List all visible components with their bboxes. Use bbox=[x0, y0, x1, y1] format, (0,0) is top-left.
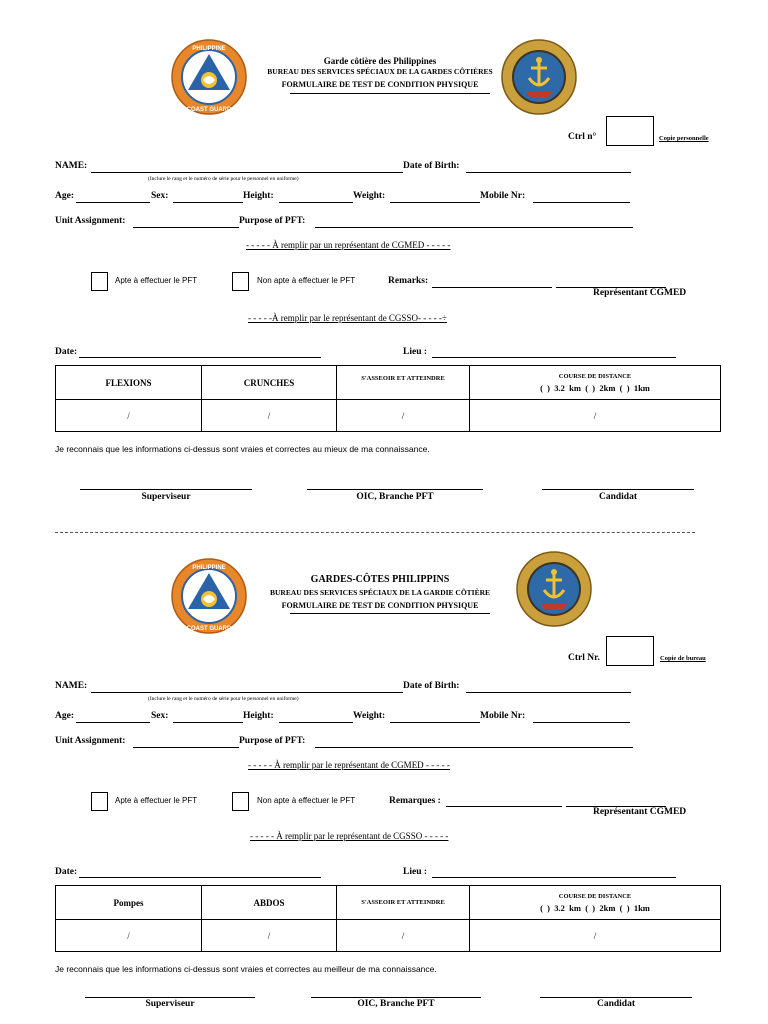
date-field[interactable] bbox=[79, 357, 321, 358]
pft-results-table bbox=[55, 365, 721, 432]
ctrl-label: Ctrl n° bbox=[568, 132, 597, 142]
purpose-label: Purpose of PFT: bbox=[239, 216, 306, 226]
supervisor-signature-line[interactable] bbox=[80, 489, 252, 490]
dob-field[interactable] bbox=[466, 692, 631, 693]
remarks-field[interactable] bbox=[446, 806, 562, 807]
distance-options[interactable]: ( ) 3.2 km ( ) 2km ( ) 1km bbox=[540, 902, 650, 913]
col-header-sit-reach: S'ASSEOIR ET ATTEINDRE bbox=[337, 366, 470, 400]
dob-label: Date of Birth: bbox=[403, 681, 460, 691]
cgmed-representative: Représentant CGMED bbox=[593, 807, 687, 817]
cgsso-note: - - - - - À remplir par le représentant de CGSSO - - - - - bbox=[250, 831, 449, 841]
dob-field[interactable] bbox=[466, 172, 631, 173]
fit-label: Apte à effectuer le PFT bbox=[115, 796, 198, 805]
col-header-abdos: ABDOS bbox=[202, 886, 337, 920]
col-header-crunches: CRUNCHES bbox=[202, 366, 337, 400]
dob-label: Date of Birth: bbox=[403, 161, 460, 171]
coast-guard-seal-icon bbox=[170, 557, 248, 635]
pft-results-table bbox=[55, 885, 721, 952]
age-label: Age: bbox=[55, 191, 74, 201]
col-header-distance bbox=[470, 366, 721, 400]
remarks-field[interactable] bbox=[432, 287, 552, 288]
title-underline bbox=[290, 93, 490, 94]
sex-label: Sex: bbox=[151, 711, 169, 721]
copy-type-label: Copie de bureau bbox=[660, 655, 706, 662]
lieu-label: Lieu : bbox=[403, 867, 428, 877]
header-title: GARDES-CÔTES PHILIPPINS bbox=[310, 574, 450, 585]
date-label: Date: bbox=[55, 867, 78, 877]
col-header-pompes: Pompes bbox=[56, 886, 202, 920]
sit-reach-value-field[interactable]: / bbox=[337, 400, 470, 432]
form-title: FORMULAIRE DE TEST DE CONDITION PHYSIQUE bbox=[281, 601, 479, 610]
sex-field[interactable] bbox=[173, 722, 243, 723]
age-field[interactable] bbox=[76, 722, 150, 723]
lieu-field[interactable] bbox=[432, 357, 676, 358]
candidate-signature-line[interactable] bbox=[540, 997, 692, 998]
height-field[interactable] bbox=[279, 722, 353, 723]
weight-field[interactable] bbox=[390, 202, 480, 203]
title-underline bbox=[290, 613, 490, 614]
age-label: Age: bbox=[55, 711, 74, 721]
distance-title: COURSE DE DISTANCE bbox=[558, 372, 632, 380]
unit-field[interactable] bbox=[133, 747, 239, 748]
unit-label: Unit Assignment: bbox=[55, 736, 126, 746]
height-label: Height: bbox=[243, 711, 274, 721]
col-header-distance bbox=[470, 886, 721, 920]
unit-label: Unit Assignment: bbox=[55, 216, 126, 226]
pompes-value-field[interactable]: / bbox=[56, 920, 202, 952]
weight-label: Weight: bbox=[353, 191, 386, 201]
purpose-label: Purpose of PFT: bbox=[239, 736, 306, 746]
flexions-value-field[interactable]: / bbox=[56, 400, 202, 432]
date-field[interactable] bbox=[79, 877, 321, 878]
oic-label: OIC, Branche PFT bbox=[357, 999, 435, 1009]
sit-reach-value-field[interactable]: / bbox=[337, 920, 470, 952]
declaration-text: Je reconnais que les informations ci-dessus sont vraies et correctes au meilleur de ma connaissance. bbox=[55, 964, 437, 974]
candidate-label: Candidat bbox=[598, 492, 637, 502]
copy-type-label: Copie personnelle bbox=[659, 135, 709, 142]
oic-signature-line[interactable] bbox=[307, 489, 483, 490]
ctrl-number-field[interactable] bbox=[606, 116, 654, 146]
mobile-label: Mobile Nr: bbox=[480, 711, 526, 721]
crunches-value-field[interactable]: / bbox=[202, 400, 337, 432]
header-subtitle: BUREAU DES SERVICES SPÉCIAUX DE LA GARDES CÔTIÈRES bbox=[267, 67, 493, 76]
form-title: FORMULAIRE DE TEST DE CONDITION PHYSIQUE bbox=[281, 80, 479, 89]
fit-checkbox[interactable] bbox=[91, 272, 108, 291]
oic-label: OIC, Branche PFT bbox=[356, 492, 434, 502]
unit-field[interactable] bbox=[133, 227, 239, 228]
supervisor-signature-line[interactable] bbox=[85, 997, 255, 998]
name-field[interactable] bbox=[91, 692, 403, 693]
supervisor-label: Superviseur bbox=[141, 492, 191, 502]
sex-field[interactable] bbox=[173, 202, 243, 203]
unfit-label: Non apte à effectuer le PFT bbox=[257, 276, 356, 285]
col-header-flexions: FLEXIONS bbox=[56, 366, 202, 400]
candidate-signature-line[interactable] bbox=[542, 489, 694, 490]
cgsso-note: - - - - -À remplir par le représentant de CGSSO- - - - -÷ bbox=[248, 313, 447, 323]
svg-text:PHILIPPINE: PHILIPPINE bbox=[192, 565, 226, 571]
weight-label: Weight: bbox=[353, 711, 386, 721]
height-label: Height: bbox=[243, 191, 274, 201]
weight-field[interactable] bbox=[390, 722, 480, 723]
oic-signature-line[interactable] bbox=[311, 997, 481, 998]
ctrl-label: Ctrl Nr. bbox=[568, 653, 600, 663]
cgmed-representative: Représentant CGMED bbox=[593, 288, 687, 298]
age-field[interactable] bbox=[76, 202, 150, 203]
remarks-label: Remarques : bbox=[389, 796, 441, 806]
header-subtitle: BUREAU DES SERVICES SPÉCIAUX DE LA GARDIE CÔTIÈRE bbox=[270, 588, 490, 597]
purpose-field[interactable] bbox=[315, 747, 633, 748]
unfit-label: Non apte à effectuer le PFT bbox=[257, 796, 356, 805]
cgmed-note: - - - - - À remplir par un représentant de CGMED - - - - - bbox=[246, 240, 451, 250]
name-field[interactable] bbox=[91, 172, 403, 173]
lieu-label: Lieu : bbox=[403, 347, 428, 357]
remarks-label: Remarks: bbox=[388, 276, 429, 286]
mobile-field[interactable] bbox=[533, 722, 630, 723]
distance-value-field[interactable]: / bbox=[470, 400, 721, 432]
name-hint: (Inclure le rang et le numéro de série pour le personnel en uniforme) bbox=[148, 696, 299, 702]
unfit-checkbox[interactable] bbox=[232, 792, 249, 811]
svg-text:COAST GUARD: COAST GUARD bbox=[186, 107, 232, 113]
special-service-seal-icon bbox=[515, 550, 593, 628]
name-label: NAME: bbox=[55, 681, 88, 691]
col-header-sit-reach: S'ASSEOIR ET ATTEINDRE bbox=[337, 886, 470, 920]
fit-checkbox[interactable] bbox=[91, 792, 108, 811]
declaration-text: Je reconnais que les informations ci-dessus sont vraies et correctes au mieux de ma connaissance. bbox=[55, 444, 430, 454]
mobile-label: Mobile Nr: bbox=[480, 191, 526, 201]
distance-options[interactable]: ( ) 3.2 km ( ) 2km ( ) 1km bbox=[540, 382, 650, 393]
cgmed-note: - - - - - À remplir par le représentant de CGMED - - - - - bbox=[248, 760, 450, 770]
date-label: Date: bbox=[55, 347, 78, 357]
distance-value-field[interactable]: / bbox=[470, 920, 721, 952]
ctrl-number-field[interactable] bbox=[606, 636, 654, 666]
name-hint: (Inclure le rang et le numéro de série pour le personnel en uniforme) bbox=[148, 176, 299, 182]
supervisor-label: Superviseur bbox=[145, 999, 195, 1009]
mobile-field[interactable] bbox=[533, 202, 630, 203]
sex-label: Sex: bbox=[151, 191, 169, 201]
unfit-checkbox[interactable] bbox=[232, 272, 249, 291]
svg-text:PHILIPPINE: PHILIPPINE bbox=[192, 46, 226, 52]
name-label: NAME: bbox=[55, 161, 88, 171]
abdos-value-field[interactable]: / bbox=[202, 920, 337, 952]
coast-guard-seal-icon bbox=[170, 38, 248, 116]
special-service-seal-icon bbox=[500, 38, 578, 116]
cut-line-divider bbox=[55, 532, 695, 533]
height-field[interactable] bbox=[279, 202, 353, 203]
lieu-field[interactable] bbox=[432, 877, 676, 878]
header-title: Garde côtière des Philippines bbox=[323, 56, 437, 66]
distance-title: COURSE DE DISTANCE bbox=[558, 892, 632, 900]
svg-text:COAST GUARD: COAST GUARD bbox=[186, 626, 232, 632]
candidate-label: Candidat bbox=[596, 999, 635, 1009]
purpose-field[interactable] bbox=[315, 227, 633, 228]
fit-label: Apte à effectuer le PFT bbox=[115, 276, 198, 285]
